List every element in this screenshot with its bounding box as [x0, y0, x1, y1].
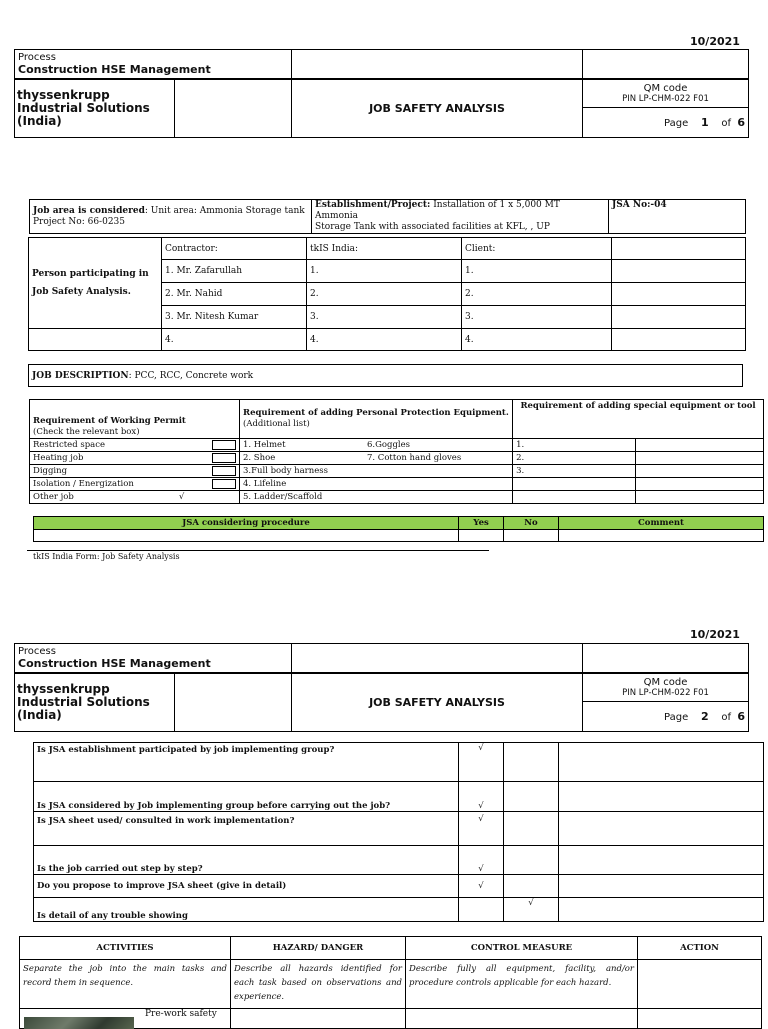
ppe-item: 4. Lifeline — [240, 478, 513, 491]
footer-text: tkIS India Form: Job Safety Analysis — [33, 552, 180, 561]
procedure-no — [504, 743, 559, 782]
permit-title: Requirement of Working Permit — [33, 416, 186, 426]
participants-table: Person participating in Job Safety Analysis. Contractor: tkIS India: Client: 1. Mr. Zafarullah 1. 1. 2. Mr. Nahid 2. 2. 3. Mr. Nitesh Kumar 3. 3. 4. 4. 4. — [28, 237, 746, 351]
total-pages: 6 — [737, 115, 745, 129]
permit-checkbox[interactable] — [212, 440, 236, 450]
process-label: Process — [18, 51, 56, 63]
procedure-yes: √ — [459, 812, 504, 846]
job-description-value: : PCC, RCC, Concrete work — [128, 370, 254, 381]
total-pages: 6 — [737, 709, 745, 723]
participants-label-1: Person participating in — [32, 269, 149, 279]
procedure-questions-table — [33, 742, 764, 922]
action-desc — [638, 960, 762, 1009]
permit-subtitle: (Check the relevant box) — [33, 427, 140, 437]
procedure-question: Is JSA establishment participated by job implementing group? — [34, 743, 459, 782]
participant-cell: 4. — [462, 329, 612, 351]
procedure-no — [504, 782, 559, 812]
procedure-yes: √ — [459, 782, 504, 812]
permit-checkbox[interactable] — [212, 466, 236, 476]
ppe-item: 5. Ladder/Scaffold — [240, 491, 513, 504]
ppe-item: 2. Shoe — [240, 452, 365, 465]
company-line3: (India) — [17, 113, 62, 128]
participants-label-2: Job Safety Analysis — [32, 287, 128, 297]
procedure-yes: √ — [459, 846, 504, 875]
action-header: ACTION — [638, 937, 762, 960]
process-name: Construction HSE Management — [18, 62, 211, 76]
date: 10/2021 — [690, 628, 740, 641]
company-line1: thyssenkrupp — [17, 681, 110, 696]
permit-checkbox[interactable] — [212, 479, 236, 489]
doc-title: JOB SAFETY ANALYSIS — [292, 673, 583, 732]
participant-cell: 3. — [307, 306, 462, 329]
ppe-title: Requirement of adding Personal Protection Equipment. — [243, 408, 509, 418]
special-title: Requirement of adding special equipment or tool — [513, 400, 764, 439]
page-word: Page — [664, 711, 689, 723]
participants-header-contractor: Contractor: — [162, 238, 307, 260]
process-label: Process — [18, 645, 56, 657]
requirements-table — [29, 399, 764, 504]
job-description-table — [28, 364, 743, 387]
ppe-item: 1. Helmet — [240, 439, 365, 452]
participant-cell: 3. — [462, 306, 612, 329]
ppe-subtitle: (Additional list) — [243, 419, 310, 429]
activity-step: Pre-work safety — [145, 1009, 217, 1019]
procedure-no: √ — [504, 898, 559, 922]
date: 10/2021 — [690, 35, 740, 48]
site-photo — [24, 1017, 134, 1029]
procedure-yes: √ — [459, 875, 504, 898]
establishment-value-2: Storage Tank with associated facilities at KFL, , UP — [315, 222, 550, 232]
activities-table — [19, 936, 762, 1029]
permit-item: Restricted space — [33, 440, 106, 450]
procedure-yes: √ — [459, 743, 504, 782]
company-line1: thyssenkrupp — [17, 87, 110, 102]
job-area-value: : Unit area: Ammonia Storage tank — [144, 205, 305, 216]
company-line3: (India) — [17, 707, 62, 722]
permit-item: Other job — [33, 492, 74, 502]
procedure-question: Is detail of any trouble showing — [34, 898, 459, 922]
ppe-item-2: 7. Cotton hand gloves — [364, 452, 513, 465]
activities-desc: Separate the job into the main tasks and record them in sequence. — [20, 960, 231, 1009]
participants-header-tkis: tkIS India: — [307, 238, 462, 260]
page-word: Page — [664, 117, 689, 129]
special-item: 3. — [513, 465, 636, 478]
procedure-question: Do you propose to improve JSA sheet (give in detail) — [34, 875, 459, 898]
procedure-yes-header: Yes — [459, 517, 504, 530]
participant-cell: 2. Mr. Nahid — [162, 283, 307, 306]
jsa-number: JSA No:-04 — [609, 200, 746, 234]
participant-cell: 1. Mr. Zafarullah — [162, 260, 307, 283]
procedure-yes — [459, 898, 504, 922]
procedure-question: Is the job carried out step by step? — [34, 846, 459, 875]
special-item: 1. — [513, 439, 636, 452]
control-desc: Describe fully all equipment, facility, and/or procedure controls applicable for each hazard. — [406, 960, 638, 1009]
control-measure-header: CONTROL MEASURE — [406, 937, 638, 960]
procedure-comment-header: Comment — [559, 517, 764, 530]
participant-cell: 1. — [307, 260, 462, 283]
job-area-label: Job area is considered — [33, 205, 145, 216]
page1-header-table — [14, 49, 749, 138]
company-line2: Industrial Solutions — [17, 694, 150, 709]
page-number: 2 — [700, 709, 709, 723]
permit-item: Heating job — [33, 453, 84, 463]
qm-label: QM code — [643, 82, 688, 94]
procedure-title: JSA considering procedure — [34, 517, 459, 530]
procedure-question: Is JSA sheet used/ consulted in work implementation? — [34, 812, 459, 846]
of-word: of — [721, 711, 731, 723]
qm-label: QM code — [643, 676, 688, 688]
page-number: 1 — [700, 115, 709, 129]
hazard-desc: Describe all hazards identified for each task based on observations and experience. — [231, 960, 406, 1009]
procedure-no — [504, 846, 559, 875]
procedure-header-table — [33, 516, 764, 542]
participants-header-client: Client: — [462, 238, 612, 260]
qm-code: PIN LP-CHM-022 F01 — [622, 687, 709, 698]
job-description-label: JOB DESCRIPTION — [32, 370, 129, 381]
procedure-no — [504, 875, 559, 898]
doc-title: JOB SAFETY ANALYSIS — [292, 79, 583, 138]
procedure-question: Is JSA considered by Job implementing group before carrying out the job? — [34, 782, 459, 812]
participant-cell: 4. — [162, 329, 307, 351]
other-job-check: √ — [178, 492, 185, 502]
procedure-no-header: No — [504, 517, 559, 530]
permit-item: Isolation / Energization — [33, 479, 134, 489]
participant-cell: 4. — [307, 329, 462, 351]
ppe-item: 3.Full body harness — [240, 465, 513, 478]
activities-header: ACTIVITIES — [20, 937, 231, 960]
participant-cell: 2. — [462, 283, 612, 306]
special-item: 2. — [513, 452, 636, 465]
qm-code: PIN LP-CHM-022 F01 — [622, 93, 709, 104]
participant-cell: 3. Mr. Nitesh Kumar — [162, 306, 307, 329]
establishment-label: Establishment/Project: — [315, 200, 431, 210]
participant-cell: 2. — [307, 283, 462, 306]
of-word: of — [721, 117, 731, 129]
job-area-table — [29, 199, 746, 234]
permit-checkbox[interactable] — [212, 453, 236, 463]
company-line2: Industrial Solutions — [17, 100, 150, 115]
establishment-value: Installation of 1 x 5,000 MT Ammonia — [315, 200, 560, 221]
ppe-item-2: 6.Goggles — [364, 439, 513, 452]
project-number: Project No: 66-0235 — [33, 216, 125, 227]
procedure-no — [504, 812, 559, 846]
permit-item: Digging — [33, 466, 68, 476]
process-name: Construction HSE Management — [18, 656, 211, 670]
page2-header-table — [14, 643, 749, 732]
participant-cell: 1. — [462, 260, 612, 283]
hazard-header: HAZARD/ DANGER — [231, 937, 406, 960]
